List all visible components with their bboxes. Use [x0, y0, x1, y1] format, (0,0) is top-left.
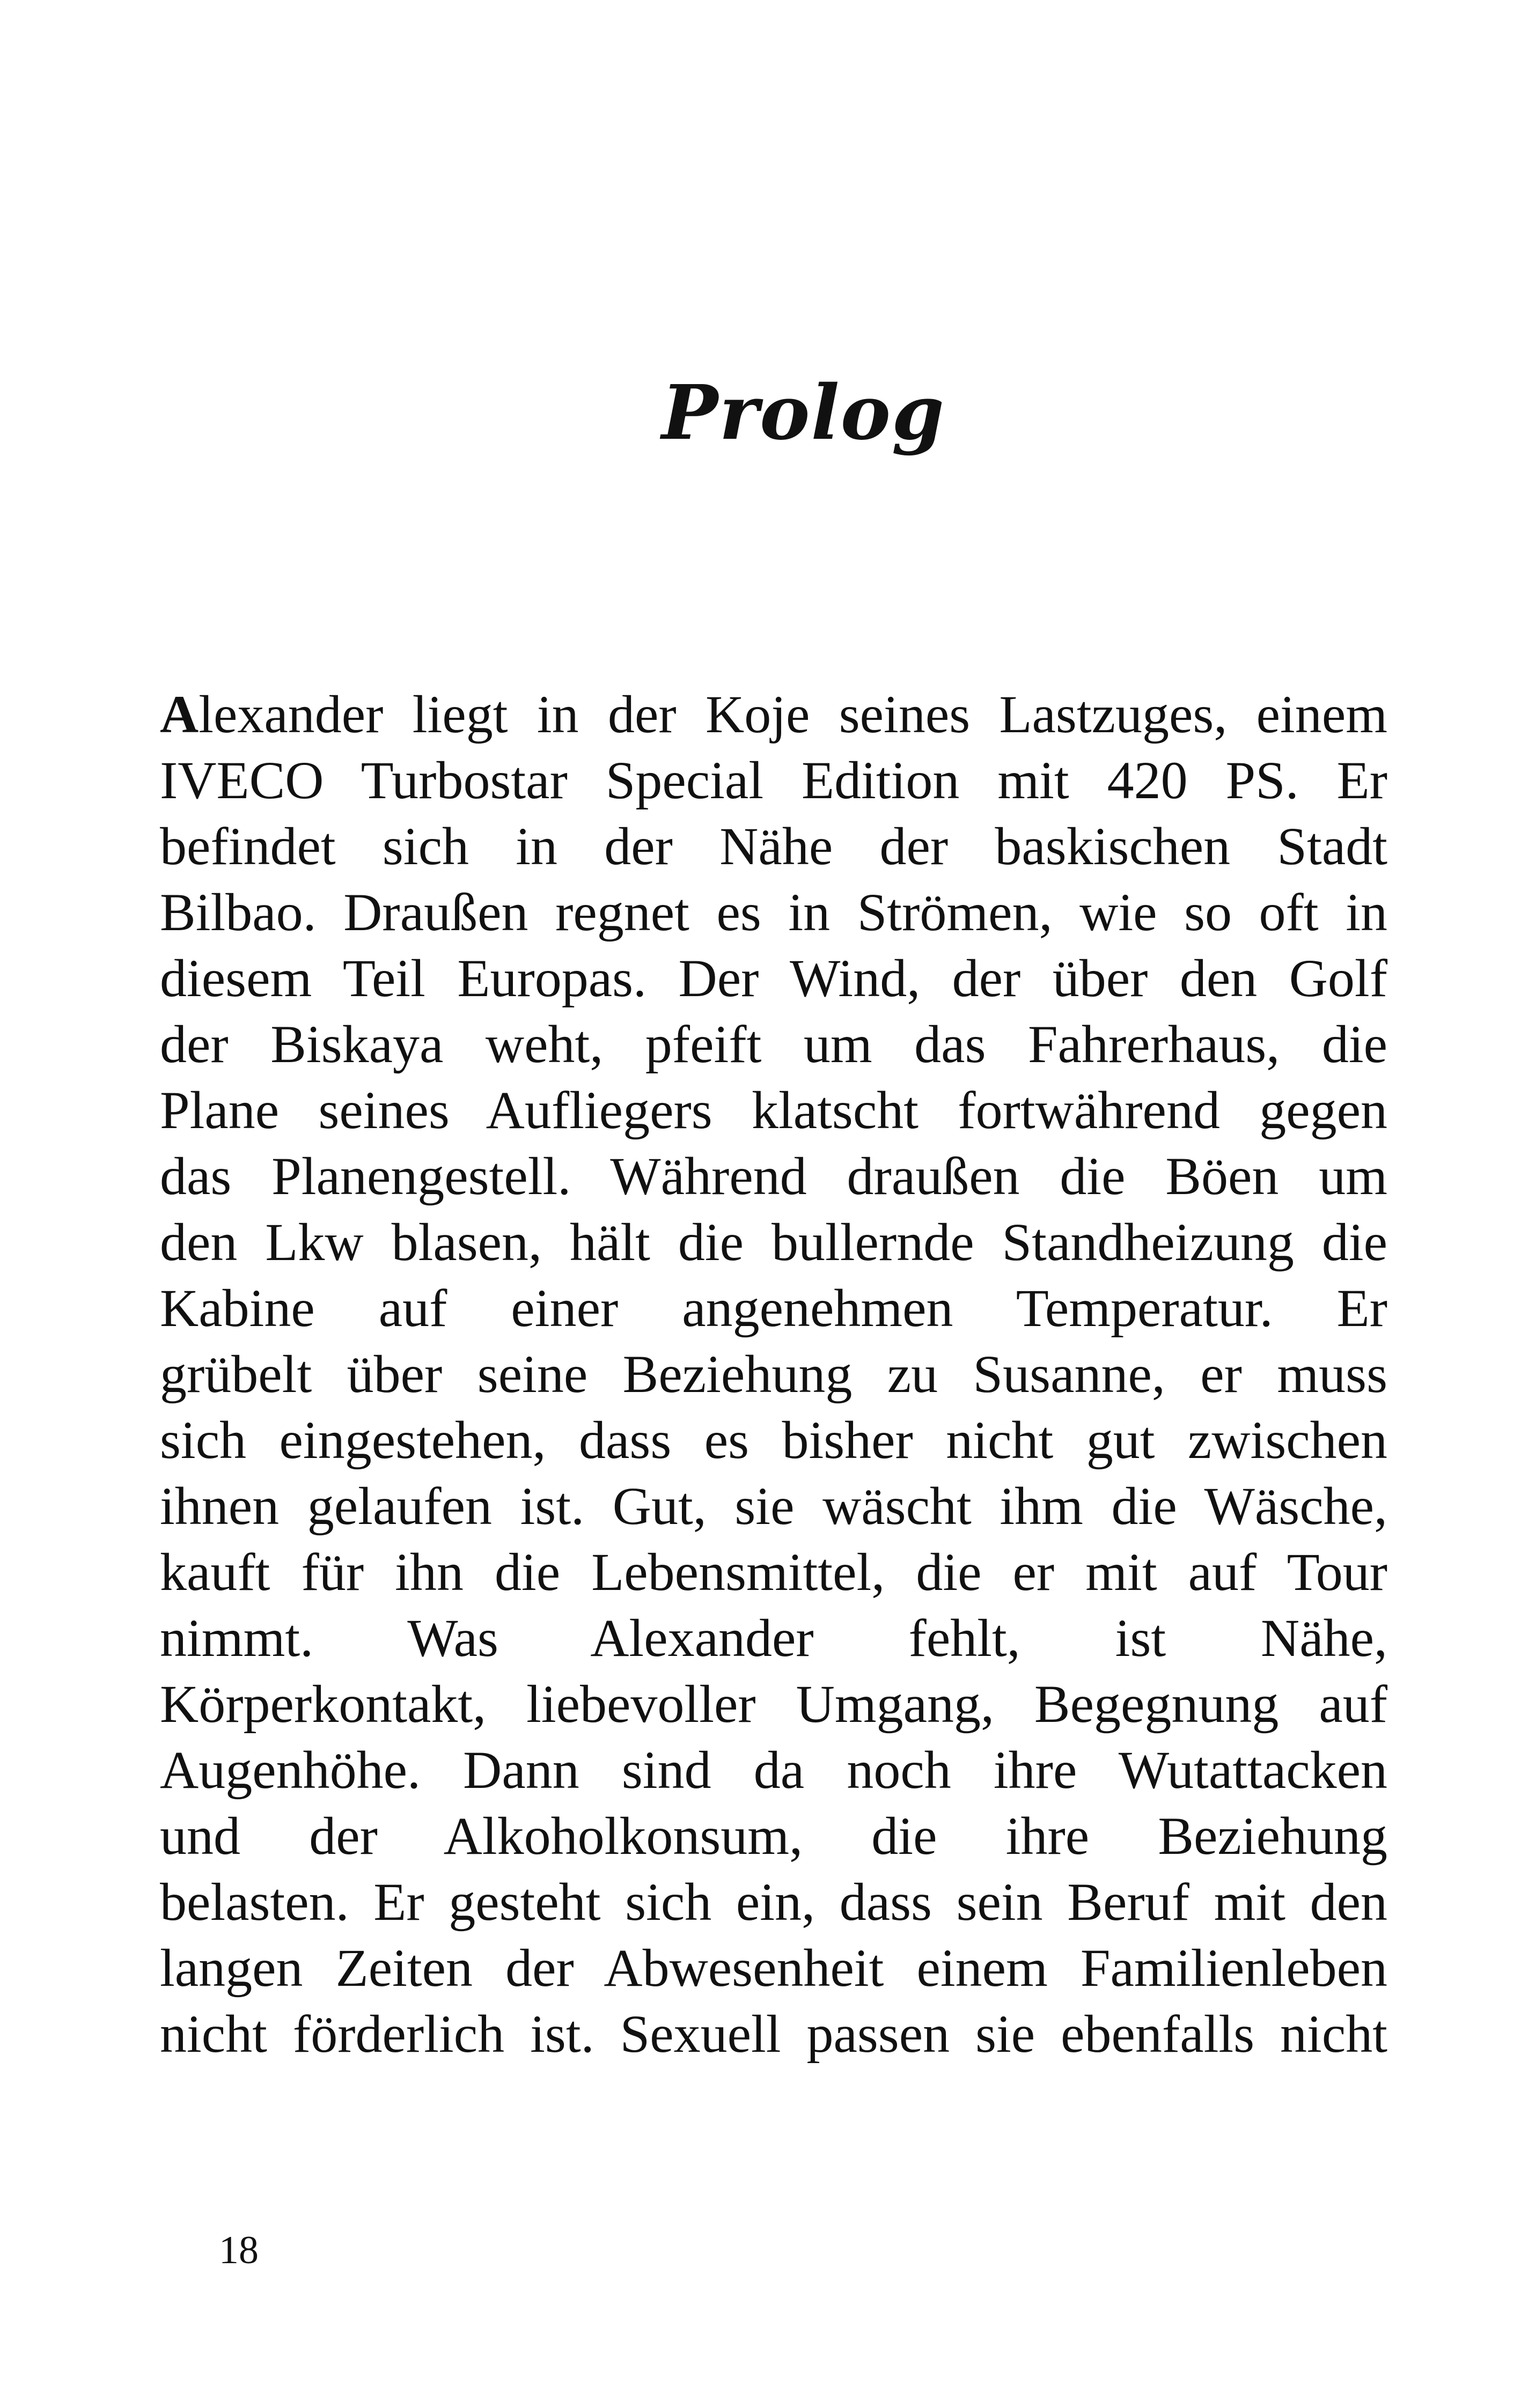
paragraph-line: befindet sich in der Nähe der baskischen Stadt — [160, 816, 1387, 876]
paragraph-line: nimmt. Was Alexander fehlt, ist Nähe, — [160, 1608, 1387, 1668]
paragraph-line: Kabine auf einer angenehmen Temperatur. Er — [160, 1278, 1387, 1338]
paragraph-line: Augenhöhe. Dann sind da noch ihre Wutattacken — [160, 1740, 1387, 1800]
paragraph-line: grübelt über seine Beziehung zu Susanne, er muss — [160, 1344, 1387, 1404]
line-text: lexander liegt in der Koje seines Lastzuges, einem — [199, 684, 1387, 744]
paragraph-line: den Lkw blasen, hält die bullernde Standheizung die — [160, 1212, 1387, 1272]
paragraph-line: ihnen gelaufen ist. Gut, sie wäscht ihm die Wäsche, — [160, 1476, 1387, 1536]
paragraph-line: langen Zeiten der Abwesenheit einem Familienleben — [160, 1938, 1387, 1998]
paragraph-line: kauft für ihn die Lebensmittel, die er mit auf Tour — [160, 1542, 1387, 1602]
paragraph-line: nicht förderlich ist. Sexuell passen sie ebenfalls nicht — [160, 2004, 1387, 2064]
paragraph-line: Körperkontakt, liebevoller Umgang, Begegnung auf — [160, 1674, 1387, 1734]
paragraph-line: belasten. Er gesteht sich ein, dass sein Beruf mit den — [160, 1872, 1387, 1932]
paragraph-line: der Biskaya weht, pfeift um das Fahrerhaus, die — [160, 1014, 1387, 1074]
paragraph-line: IVECO Turbostar Special Edition mit 420 PS. Er — [160, 750, 1387, 810]
initial-letter: A — [160, 684, 199, 744]
body-paragraph — [160, 681, 1387, 2067]
page-number: 18 — [219, 2228, 259, 2272]
paragraph-line: Plane seines Aufliegers klatscht fortwährend gegen — [160, 1080, 1387, 1140]
paragraph-line — [160, 681, 1387, 747]
paragraph-line: Bilbao. Draußen regnet es in Strömen, wie so oft in — [160, 882, 1387, 942]
paragraph-line: diesem Teil Europas. Der Wind, der über den Golf — [160, 948, 1387, 1008]
chapter-title: Prolog — [662, 369, 945, 457]
paragraph-line: sich eingestehen, dass es bisher nicht gut zwischen — [160, 1410, 1387, 1470]
paragraph-line: das Planengestell. Während draußen die Böen um — [160, 1146, 1387, 1206]
paragraph-line: und der Alkoholkonsum, die ihre Beziehung — [160, 1806, 1387, 1866]
